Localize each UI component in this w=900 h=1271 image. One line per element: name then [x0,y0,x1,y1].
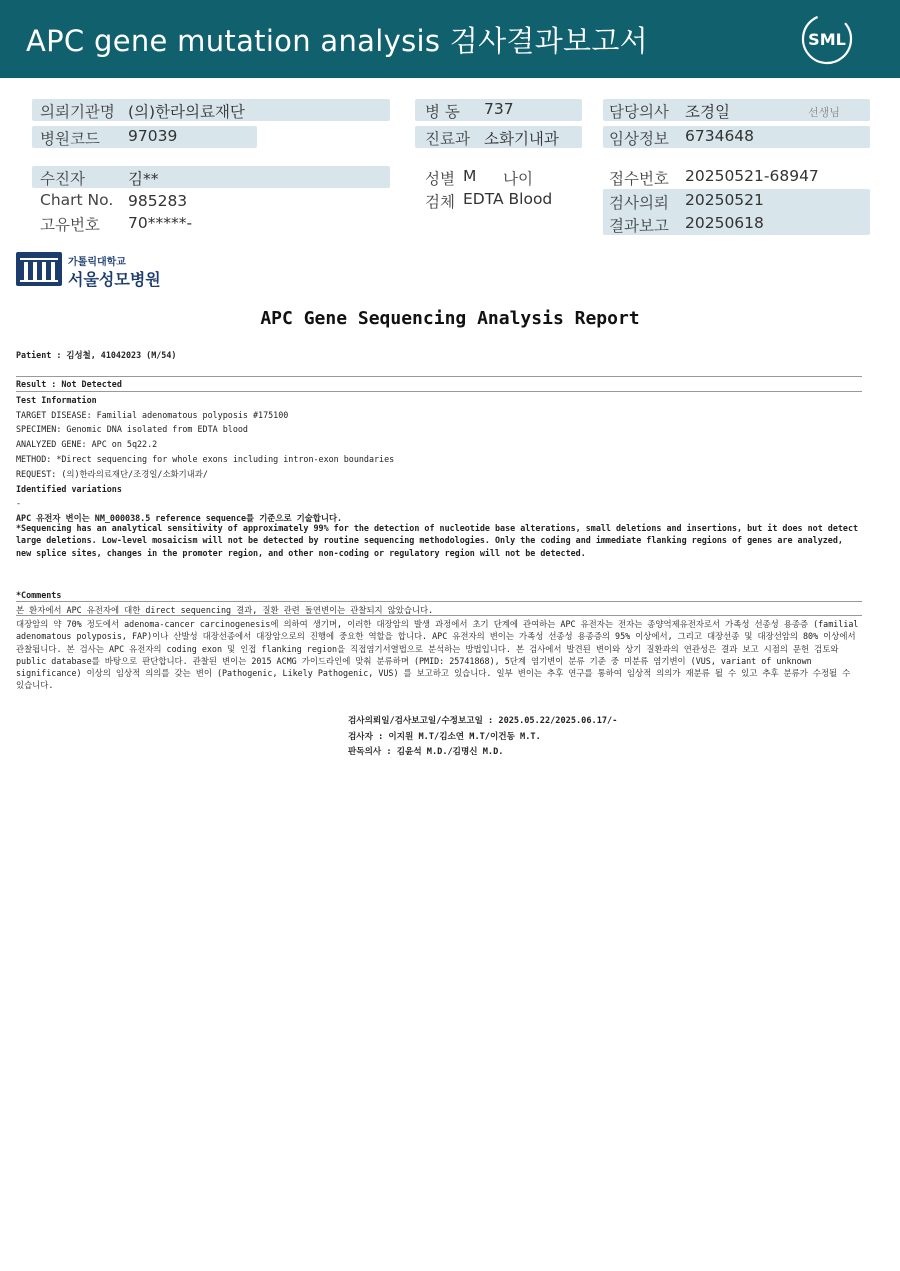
patient-bar [32,166,390,188]
sign-doctors: 판독의사 : 김윤석 M.D./김명신 M.D. [348,747,504,757]
result-date-value: 20250618 [685,214,764,232]
chart-value: 985283 [128,192,188,210]
receipt-label: 접수번호 [609,170,669,188]
comment-line: 본 환자에서 APC 유전자에 대한 direct sequencing 결과, 질환 관련 돌연변이는 관찰되지 않았습니다. [16,605,434,615]
sml-logo-icon [800,12,854,66]
institution-label: 의뢰기관명 [40,103,115,121]
report-title: APC Gene Sequencing Analysis Report [260,308,640,329]
hospital-code-label: 병원코드 [40,130,100,148]
divider-comments [16,601,862,602]
identified-value: - [16,498,22,508]
department-value: 소화기내과 [484,130,559,148]
ward-value: 737 [484,100,514,118]
doctor-suffix: 선생님 [808,106,840,119]
doctor-value: 조경일 [685,103,730,121]
specimen-line: SPECIMEN: Genomic DNA isolated from EDTA blood [16,424,248,434]
doctor-label: 담당의사 [609,103,669,121]
sml-logo-text: SML [808,30,846,49]
specimen-value: EDTA Blood [463,190,553,208]
hospital-emblem-icon [16,252,62,286]
sign-dates: 검사의뢰일/검사보고일/수정보고일 : 2025.05.22/2025.06.17/- [348,716,618,726]
hospital-name-line1: 가톨릭대학교 [68,257,126,268]
receipt-value: 20250521-68947 [685,167,819,185]
hospital-code-value: 97039 [128,127,178,145]
clinical-label: 임상정보 [609,130,669,148]
result-date-label: 결과보고 [609,217,669,235]
unique-label: 고유번호 [40,216,100,234]
test-info-heading: Test Information [16,395,97,405]
ward-label: 병 동 [425,103,460,121]
request-line: REQUEST: (의)한라의료재단/조경일/소화기내과/ [16,469,208,479]
hospital-logo [16,252,166,288]
sex-label: 성별 [425,170,455,188]
report-header-title: APC gene mutation analysis 검사결과보고서 [26,24,648,58]
patient-line: Patient : 김성철, 41042023 (M/54) [16,350,177,360]
target-disease: TARGET DISEASE: Familial adenomatous polyposis #175100 [16,410,289,420]
divider-top [16,376,862,377]
divider-result [16,391,862,392]
analyzed-gene: ANALYZED GENE: APC on 5q22.2 [16,439,158,449]
divider-comment-line [16,615,862,616]
hospital-name-line2: 서울성모병원 [68,270,161,289]
institution-value: (의)한라의료재단 [128,103,245,121]
request-date-label: 검사의뢰 [609,194,669,212]
reference-note: APC 유전자 변이는 NM_000038.5 reference sequence를 기준으로 기술합니다. [16,513,343,523]
request-date-value: 20250521 [685,191,764,209]
unique-value: 70*****- [128,214,193,232]
clinical-value: 6734648 [685,127,755,145]
sex-value: M [463,167,477,185]
sign-examiners: 검사자 : 이지원 M.T/김소연 M.T/이건동 M.T. [348,732,541,742]
age-label: 나이 [503,170,533,188]
identified-heading: Identified variations [16,484,122,494]
patient-value: 김** [128,170,159,188]
report-header [0,0,900,78]
method-line: METHOD: *Direct sequencing for whole exons including intron-exon boundaries [16,454,395,464]
sensitivity-note: *Sequencing has an analytical sensitivity of approximately 99% for the detection of nucleotide base alterations, small deletions and insertions, but it does not detect large deletions. Low-level mosaicism will not be detected by routine sequencing methodologies. Only the coding and immediate flanking regions of genes are analyzed, new splice sites, changes in the promoter region, and other non-coding or regulatory region will not be detected. [16,523,859,558]
comments-heading: *Comments [16,590,62,600]
patient-label: 수진자 [40,170,85,188]
result-line: Result : Not Detected [16,379,122,389]
department-label: 진료과 [425,130,470,148]
comment-paragraph: 대장암의 약 70% 정도에서 adenoma-cancer carcinogenesis에 의하여 생기며, 이러한 대장암의 발생 과정에서 초기 단계에 관여하는 APC 유전자는 전자는 종양억제유전자로서 가족성 선종성 용종증 (familial adenomatous polyposis, FAP)이나 산발성 대장선종에서 대장암으로의 진행에 중요한 역할을 합니다. APC 유전자의 변이는 가족성 선종성 용종증의 95% 이상에서, 그리고 대장선종 및 대장선암의 80% 이상에서 관찰됩니다. 본 검사는 APC 유전자의 coding exon 및 인접 flanking region을 직접염기서열법으로 분석하는 방법입니다. 본 검사에서 발견된 변이와 상기 질환과의 연관성은 결과 보고 시점의 문헌 검토와 public database를 바탕으로 판단합니다. 관찰된 변이는 2015 ACMG 가이드라인에 맞춰 분류하며 (PMID: 25741868), 5단계 염기변이 분류 기준 중 미분류 염기변이 (VUS, variant of unknown significance) 이상의 임상적 의의를 갖는 변이 (Pathogenic, Likely Pathogenic, VUS) 를 보고하고 있습니다. 일부 변이는 추후 연구를 통하여 임상적 의의가 재분류 될 수 있고 추후 분류가 수정될 수 있습니다. [16,619,859,691]
chart-label: Chart No. [40,191,114,209]
specimen-label: 검체 [425,193,455,211]
